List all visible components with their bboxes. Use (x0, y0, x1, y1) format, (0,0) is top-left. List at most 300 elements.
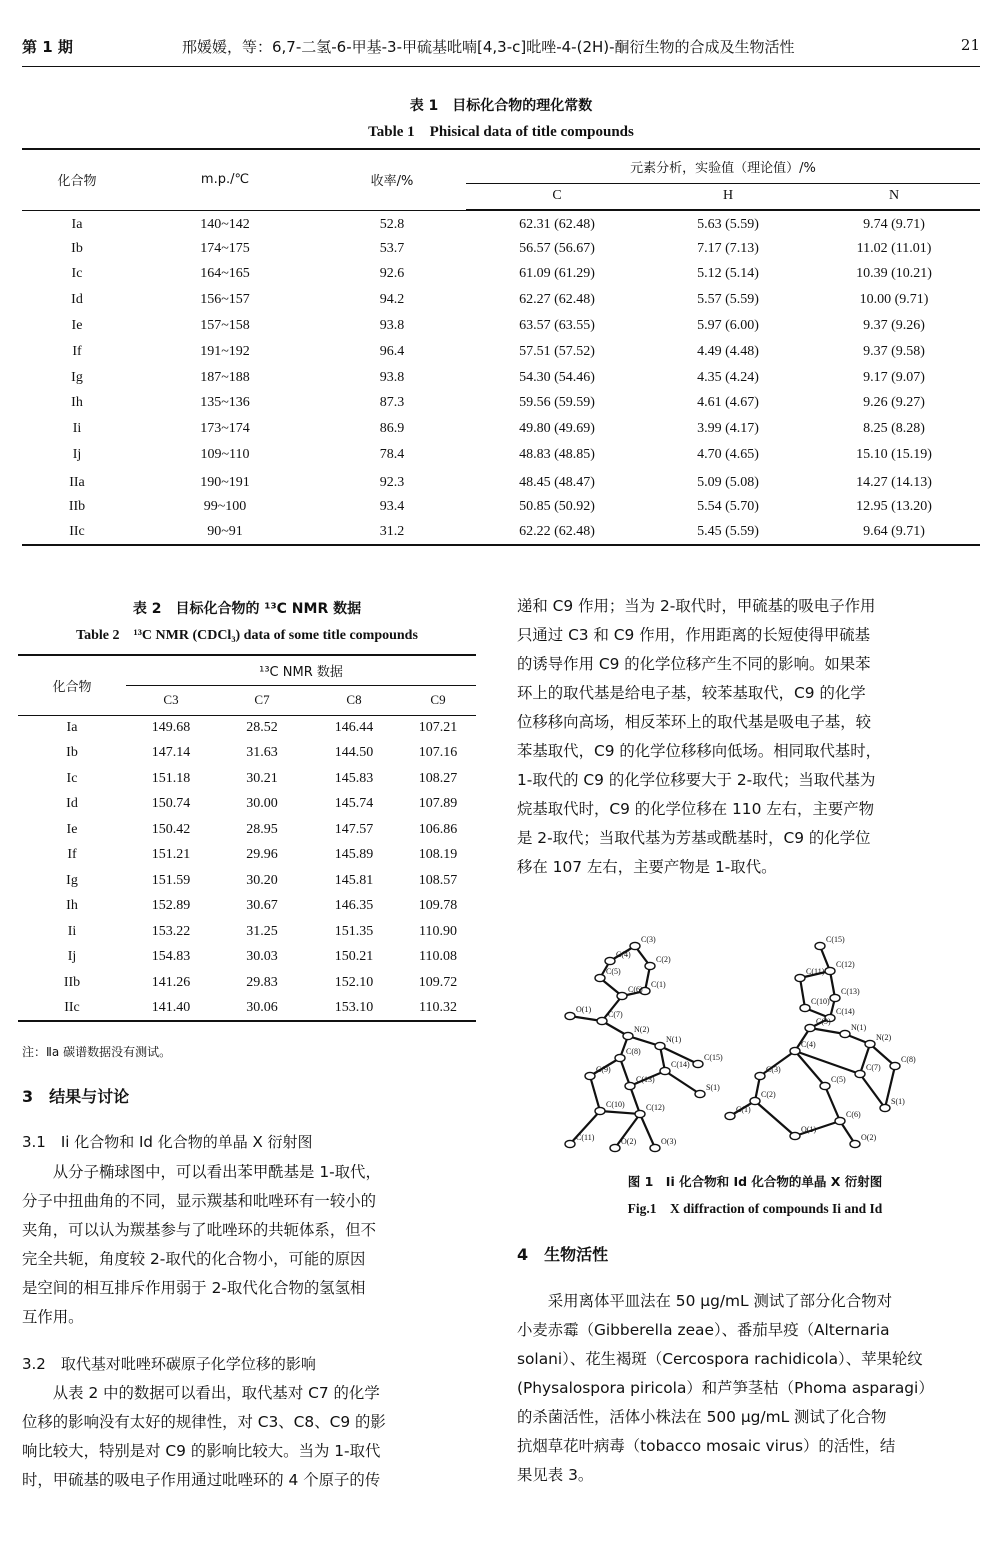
text-line: 响比较大，特别是对 C9 的影响比较大。当为 1-取代 (22, 1442, 381, 1460)
table1-row (22, 365, 980, 391)
text-line: 烷基取代时，C9 的化学位移在 110 左右，主要产物 (517, 800, 875, 818)
table1-header-yield: 收率/% (370, 174, 414, 189)
running-title: 邢媛媛，等：6,7-二氢-6-甲基-3-甲硫基吡喃[4,3-c]吡唑-4-(2H)-酮衍生物的合成及生物活性 (182, 38, 795, 56)
atom-label: C(1) (651, 980, 666, 989)
atom-ellipse (755, 1072, 765, 1079)
atom-label: C(4) (616, 950, 631, 959)
atom-ellipse (623, 1032, 633, 1039)
table1-cell: 135~136 (200, 395, 250, 411)
atom-ellipse (790, 1132, 800, 1139)
table1-header-elemental: 元素分析，实验值（理论值）/% (466, 149, 980, 183)
table2-cell: 109.72 (418, 974, 458, 990)
table1-header-compound: 化合物 (57, 174, 97, 189)
table1-cell: 190~191 (200, 474, 250, 490)
atom-label: C(7) (866, 1063, 881, 1072)
table2-header-c9: C9 (400, 685, 476, 715)
table1-cell: 61.09 (61.29) (519, 266, 595, 282)
running-header (22, 36, 980, 62)
table1-cell: 48.45 (48.47) (519, 474, 595, 490)
table2-cell: Id (66, 796, 78, 812)
table1-cell: Ie (71, 318, 83, 334)
atom-ellipse (645, 962, 655, 969)
table1-cell: 187~188 (200, 369, 250, 385)
table1-cell: 62.22 (62.48) (519, 523, 595, 539)
text-line: 只通过 C3 和 C9 作用，作用距离的长短使得甲硫基 (517, 626, 871, 644)
atom-ellipse (840, 1030, 850, 1037)
table2-cell: IIb (63, 974, 81, 990)
atom-label: C(12) (646, 1103, 665, 1112)
table2-cell: 30.03 (246, 949, 278, 965)
table2-header-nmr: ¹³C NMR 数据 (126, 655, 476, 685)
table1-cell: 5.97 (6.00) (697, 318, 759, 334)
table1-cell: 5.54 (5.70) (697, 498, 759, 514)
table1-row (22, 210, 980, 236)
section3-2-paragraph (22, 1379, 477, 1495)
table2-row (18, 919, 476, 945)
table1-cell: 11.02 (11.01) (856, 240, 932, 256)
text-line: 环上的取代基是给电子基，较苯基取代，C9 的化学 (517, 684, 866, 702)
table2-cell: 150.21 (334, 949, 374, 965)
atom-label: C(2) (761, 1090, 776, 1099)
table2-cell: 107.16 (418, 745, 458, 761)
atom-ellipse (565, 1012, 575, 1019)
atom-label: C(13) (636, 1075, 655, 1084)
table2-cell: 29.96 (246, 847, 278, 863)
table1-cell: 62.31 (62.48) (519, 217, 595, 233)
table1-cell: 9.37 (9.26) (863, 318, 925, 334)
figure1-caption-cn: 图 1 Ii 化合物和 Id 化合物的单晶 X 衍射图 (627, 1174, 883, 1189)
table1-cell: 156~157 (200, 292, 250, 308)
table1-cell: 54.30 (54.46) (519, 369, 595, 385)
atom-ellipse (615, 1054, 625, 1061)
atom-ellipse (800, 1004, 810, 1011)
table1-cell: 15.10 (15.19) (856, 447, 932, 463)
atom-ellipse (830, 994, 840, 1001)
table1-cell: 5.57 (5.59) (697, 292, 759, 308)
atom-label: C(11) (806, 967, 825, 976)
table1-cell: Ig (71, 369, 83, 385)
text-line: 的诱导作用 C9 的化学位移产生不同的影响。如果苯 (517, 655, 871, 673)
table1-cell: 4.49 (4.48) (697, 343, 759, 359)
atom-label: C(11) (576, 1133, 595, 1142)
atom-label: O(1) (576, 1005, 592, 1014)
table2-cell: 108.57 (418, 872, 458, 888)
table2-cell: Ib (66, 745, 78, 761)
page-number: 21 (960, 36, 980, 54)
table1-caption-cn: 表 1 目标化合物的理化常数 (409, 98, 593, 114)
table2-cell: 106.86 (418, 821, 458, 837)
table2-cell: 31.25 (246, 923, 278, 939)
table1-cell: 94.2 (379, 292, 405, 308)
table2-cell: 154.83 (151, 949, 191, 965)
table1-cell: 5.09 (5.08) (697, 474, 759, 490)
section3-1-heading: 3.1 Ii 化合物和 Id 化合物的单晶 X 衍射图 (22, 1133, 313, 1151)
atom-ellipse (565, 1140, 575, 1147)
table1-cell: 10.39 (10.21) (856, 266, 932, 282)
section3-2-paragraph-continued (517, 592, 980, 882)
table1-cell: Ih (71, 395, 83, 411)
atom-label: C(5) (831, 1075, 846, 1084)
table1-cell: If (72, 343, 82, 359)
table1-cell: 86.9 (379, 421, 405, 437)
table2-cell: Ij (67, 949, 77, 965)
text-line: 抗烟草花叶病毒（tobacco mosaic virus）的活性，结 (517, 1437, 896, 1455)
table1-cell: 164~165 (200, 266, 250, 282)
table1-cell: 3.99 (4.17) (697, 421, 759, 437)
atom-ellipse (850, 1140, 860, 1147)
atom-label: O(2) (861, 1133, 877, 1142)
table2-caption-en: Table 2 ¹³C NMR (CDCl₃) data of some title compounds (76, 628, 418, 643)
bond-line (640, 1114, 655, 1148)
table1-cell: 99~100 (203, 498, 247, 514)
bond-line (630, 1086, 640, 1114)
atom-ellipse (750, 1097, 760, 1104)
atom-ellipse (595, 1107, 605, 1114)
table1-cell: 93.8 (379, 369, 405, 385)
table2-cell: 151.35 (334, 923, 374, 939)
text-line: (Physalospora piricola）和芦笋茎枯（Phoma asparagi） (517, 1379, 934, 1397)
table2-cell: IIc (64, 999, 80, 1015)
table1-cell: Ia (71, 217, 83, 233)
atom-ellipse (610, 1144, 620, 1151)
table2-cell: 150.74 (151, 796, 191, 812)
text-line: 移在 107 左右，主要产物是 1-取代。 (517, 858, 777, 876)
table2-row (18, 868, 476, 894)
table1-cell: 5.63 (5.59) (697, 217, 759, 233)
table2-cell: 108.27 (418, 770, 458, 786)
table2-row (18, 741, 476, 767)
text-line: 是空间的相互排斥作用弱于 2-取代化合物的氢氢相 (22, 1279, 366, 1297)
atom-ellipse (890, 1062, 900, 1069)
table1 (22, 148, 980, 546)
bond-line (590, 1076, 600, 1111)
atom-label: C(8) (626, 1047, 641, 1056)
crystal-structure-drawing (530, 916, 980, 1164)
table1-cell: 49.80 (49.69) (519, 421, 595, 437)
table2-cell: 145.89 (334, 847, 374, 863)
table1-row (22, 416, 980, 442)
table2-cell: 151.59 (151, 872, 191, 888)
table2-cell: 107.89 (418, 796, 458, 812)
table2-row (18, 792, 476, 818)
atom-label: C(3) (641, 935, 656, 944)
atom-label: C(10) (811, 997, 830, 1006)
bond-line (600, 1111, 640, 1114)
table1-row (22, 391, 980, 417)
table2-cell: 110.08 (419, 949, 457, 965)
table1-cell: 12.95 (13.20) (856, 498, 932, 514)
table2-cell: 153.22 (151, 923, 191, 939)
table2-cell: 28.95 (246, 821, 278, 837)
table1-cell: 62.27 (62.48) (519, 292, 595, 308)
table2-cell: 30.67 (246, 898, 278, 914)
atom-label: N(2) (634, 1025, 650, 1034)
table1-cell: 173~174 (200, 421, 250, 437)
atom-label: C(14) (836, 1007, 855, 1016)
atom-label: S(1) (891, 1097, 905, 1106)
section3-1-paragraph (22, 1158, 477, 1332)
table1-row (22, 520, 980, 546)
section4-paragraph (517, 1287, 980, 1490)
table1-cell: 9.37 (9.58) (863, 343, 925, 359)
atom-ellipse (835, 1117, 845, 1124)
table2-cell: 146.35 (334, 898, 374, 914)
bond-line (665, 1071, 700, 1094)
table2-cell: 30.21 (246, 770, 278, 786)
table1-header-mp: m.p./℃ (200, 172, 250, 187)
atom-label: C(1) (736, 1105, 751, 1114)
atom-label: N(1) (851, 1023, 867, 1032)
table2-row (18, 970, 476, 996)
table2-cell: 145.81 (334, 872, 374, 888)
table1-cell: 90~91 (207, 523, 243, 539)
atom-label: C(2) (656, 955, 671, 964)
table1-cell: 93.8 (379, 318, 405, 334)
table2-row (18, 715, 476, 741)
table1-cell: 53.7 (379, 240, 405, 256)
table1-cell: 93.4 (379, 498, 405, 514)
table2 (18, 654, 476, 1022)
figure1-caption-en: Fig.1 X diffraction of compounds Ii and Id (627, 1201, 883, 1216)
atom-label: N(2) (876, 1033, 892, 1042)
atom-label: N(1) (666, 1035, 682, 1044)
table1-cell: 10.00 (9.71) (859, 292, 929, 308)
table2-cell: Ic (66, 770, 78, 786)
text-line: 完全共轭，角度较 2-取代的化合物小，可能的原因 (22, 1250, 366, 1268)
atom-ellipse (585, 1072, 595, 1079)
atom-ellipse (635, 1110, 645, 1117)
header-rule (22, 66, 980, 67)
table1-cell: 48.83 (48.85) (519, 447, 595, 463)
section3-heading: 3 结果与讨论 (22, 1087, 130, 1106)
atom-label: C(7) (608, 1010, 623, 1019)
table2-cell: 149.68 (151, 720, 191, 735)
atom-ellipse (693, 1060, 703, 1067)
table1-row (22, 287, 980, 313)
table2-cell: 108.19 (418, 847, 458, 863)
table2-cell: 30.00 (246, 796, 278, 812)
table2-row (18, 996, 476, 1022)
table2-cell: 145.74 (334, 796, 374, 812)
atom-label: C(15) (704, 1053, 723, 1062)
table2-cell: Ie (66, 821, 78, 837)
section3-2-heading: 3.2 取代基对吡唑环碳原子化学位移的影响 (22, 1355, 316, 1373)
table1-cell: 56.57 (56.67) (519, 240, 595, 256)
bond-line (755, 1101, 795, 1136)
table2-cell: Ii (67, 923, 77, 939)
atom-ellipse (815, 942, 825, 949)
atom-label: C(10) (606, 1100, 625, 1109)
text-line: 的杀菌活性，活体小株法在 500 μg/mL 测试了化合物 (517, 1408, 887, 1426)
table2-cell: 152.89 (151, 898, 191, 914)
text-line: 递和 C9 作用；当为 2-取代时，甲硫基的吸电子作用 (517, 597, 876, 615)
atom-label: C(3) (766, 1065, 781, 1074)
atom-ellipse (795, 974, 805, 981)
text-line: 位移移向高场，相反苯环上的取代基是吸电子基，较 (517, 713, 871, 731)
atom-label: C(13) (841, 987, 860, 996)
table1-cell: Id (71, 292, 83, 308)
text-line: 是 2-取代；当取代基为芳基或酰基时，C9 的化学位 (517, 829, 871, 847)
text-line: 从分子椭球图中，可以看出苯甲酰基是 1-取代， (22, 1163, 381, 1181)
table1-row (22, 468, 980, 494)
table1-cell: 57.51 (57.52) (519, 343, 595, 359)
table1-header-h: H (648, 183, 808, 209)
section4-heading: 4 生物活性 (517, 1245, 609, 1264)
table1-cell: 63.57 (63.55) (519, 318, 595, 334)
table2-row (18, 894, 476, 920)
table1-cell: IIc (69, 523, 85, 539)
atom-label: C(9) (596, 1065, 611, 1074)
table2-caption-cn: 表 2 目标化合物的 ¹³C NMR 数据 (132, 601, 362, 617)
bond-line (800, 978, 805, 1008)
table2-header-c7: C7 (216, 685, 308, 715)
table2-cell: Ig (66, 872, 78, 888)
table1-row (22, 339, 980, 365)
atom-label: C(6) (628, 985, 643, 994)
table1-row (22, 494, 980, 520)
text-line: 位移的影响没有太好的规律性，对 C3、C8、C9 的影 (22, 1413, 386, 1431)
table1-cell: 9.17 (9.07) (863, 369, 925, 385)
table1-cell: 9.26 (9.27) (863, 395, 925, 411)
table2-cell: 30.20 (246, 872, 278, 888)
table1-header-c: C (466, 183, 648, 209)
table1-cell: 4.70 (4.65) (697, 447, 759, 463)
atom-ellipse (725, 1112, 735, 1119)
atom-ellipse (805, 1024, 815, 1031)
table1-cell: 191~192 (200, 343, 250, 359)
table2-cell: 150.42 (151, 821, 191, 837)
table2-cell: 144.50 (334, 745, 374, 761)
table2-header-compound: 化合物 (18, 655, 126, 715)
table1-cell: 5.12 (5.14) (697, 266, 759, 282)
table2-row (18, 843, 476, 869)
table1-cell: 9.74 (9.71) (863, 217, 925, 233)
atom-label: S(1) (706, 1083, 720, 1092)
table1-cell: 109~110 (200, 447, 250, 463)
atom-label: O(3) (661, 1137, 677, 1146)
table2-row (18, 945, 476, 971)
atom-ellipse (625, 1082, 635, 1089)
table1-cell: 9.64 (9.71) (863, 523, 925, 539)
atom-ellipse (825, 967, 835, 974)
table2-cell: 109.78 (418, 898, 458, 914)
text-line: 夹角，可以认为羰基参与了吡唑环的共轭体系，但不 (22, 1221, 376, 1239)
text-line: 时，甲硫基的吸电子作用通过吡唑环的 4 个原子的传 (22, 1471, 381, 1489)
text-line: 互作用。 (22, 1308, 84, 1326)
table2-cell: 110.90 (419, 923, 457, 939)
table2-row (18, 766, 476, 792)
table1-cell: 52.8 (379, 217, 405, 233)
text-line: 从表 2 中的数据可以看出，取代基对 C7 的化学 (22, 1384, 380, 1402)
atom-ellipse (855, 1070, 865, 1077)
atom-label: C(8) (901, 1055, 916, 1064)
table2-row (18, 817, 476, 843)
atom-ellipse (820, 1082, 830, 1089)
table1-row (22, 442, 980, 468)
table1-cell: 14.27 (14.13) (856, 474, 932, 490)
atom-ellipse (660, 1067, 670, 1074)
atom-ellipse (695, 1090, 705, 1097)
text-line: solani）、花生褐斑（Cercospora rachidicola）、苹果轮纹 (517, 1350, 923, 1368)
table2-note: 注：Ⅱa 碳谱数据没有测试。 (22, 1045, 172, 1059)
table1-cell: 4.61 (4.67) (697, 395, 759, 411)
table2-cell: Ih (66, 898, 78, 914)
table1-cell: 7.17 (7.13) (697, 240, 759, 256)
table2-cell: 30.06 (246, 999, 278, 1015)
atom-ellipse (790, 1047, 800, 1054)
atom-ellipse (865, 1040, 875, 1047)
text-line: 采用离体平皿法在 50 μg/mL 测试了部分化合物对 (517, 1292, 892, 1310)
atom-ellipse (605, 957, 615, 964)
table2-cell: 110.32 (419, 999, 457, 1015)
table1-caption-en: Table 1 Phisical data of title compounds (368, 124, 634, 140)
table1-cell: 59.56 (59.59) (519, 395, 595, 411)
bond-line (620, 1058, 630, 1086)
text-line: 果见表 3。 (517, 1466, 594, 1484)
table1-cell: 8.25 (8.28) (863, 421, 925, 437)
table1-row (22, 262, 980, 288)
table1-cell: 92.3 (379, 474, 405, 490)
table2-header-c8: C8 (308, 685, 400, 715)
table2-cell: 28.52 (246, 720, 278, 735)
text-line: 小麦赤霉（Gibberella zeae）、番茄早疫（Alternaria (517, 1321, 890, 1339)
table1-cell: 174~175 (200, 240, 250, 256)
table1-header-n: N (808, 183, 980, 209)
atom-ellipse (880, 1104, 890, 1111)
table1-cell: IIb (68, 498, 86, 514)
issue-label: 第 1 期 (22, 38, 73, 56)
table2-cell: 29.83 (246, 974, 278, 990)
table1-cell: 31.2 (379, 523, 405, 539)
bond-line (860, 1074, 885, 1108)
table2-cell: 146.44 (334, 720, 374, 735)
table2-cell: 141.26 (151, 974, 191, 990)
table2-cell: 141.40 (151, 999, 191, 1015)
table1-cell: 78.4 (379, 447, 405, 463)
atom-label: C(5) (606, 967, 621, 976)
atom-ellipse (655, 1042, 665, 1049)
atom-ellipse (630, 942, 640, 949)
table2-cell: 153.10 (334, 999, 374, 1015)
table2-cell: 147.57 (334, 821, 374, 837)
table1-cell: 92.6 (379, 266, 405, 282)
table1-cell: Ib (71, 240, 83, 256)
atom-label: C(14) (671, 1060, 690, 1069)
atom-label: C(12) (836, 960, 855, 969)
atom-label: C(15) (826, 935, 845, 944)
text-line: 分子中扭曲角的不同，显示羰基和吡唑环有一较小的 (22, 1192, 376, 1210)
table2-cell: 145.83 (334, 770, 374, 786)
atom-ellipse (597, 1017, 607, 1024)
text-line: 苯基取代，C9 的化学位移移向低场。相同取代基时， (517, 742, 882, 760)
table2-cell: 147.14 (151, 745, 191, 761)
table1-cell: 140~142 (200, 217, 250, 233)
table2-header-c3: C3 (126, 685, 216, 715)
table2-cell: 31.63 (246, 745, 278, 761)
atom-label: O(2) (621, 1137, 637, 1146)
table2-cell: 107.21 (418, 720, 458, 735)
text-line: 1-取代的 C9 的化学位移要大于 2-取代；当取代基为 (517, 771, 876, 789)
atom-ellipse (650, 1144, 660, 1151)
table1-cell: Ij (72, 447, 82, 463)
table1-cell: Ic (71, 266, 83, 282)
atom-label: C(9) (816, 1017, 831, 1026)
atom-label: C(4) (801, 1040, 816, 1049)
table1-cell: IIa (69, 474, 85, 490)
atom-label: O(1) (801, 1125, 817, 1134)
table2-cell: 151.21 (151, 847, 191, 863)
bond-line (825, 1086, 840, 1121)
